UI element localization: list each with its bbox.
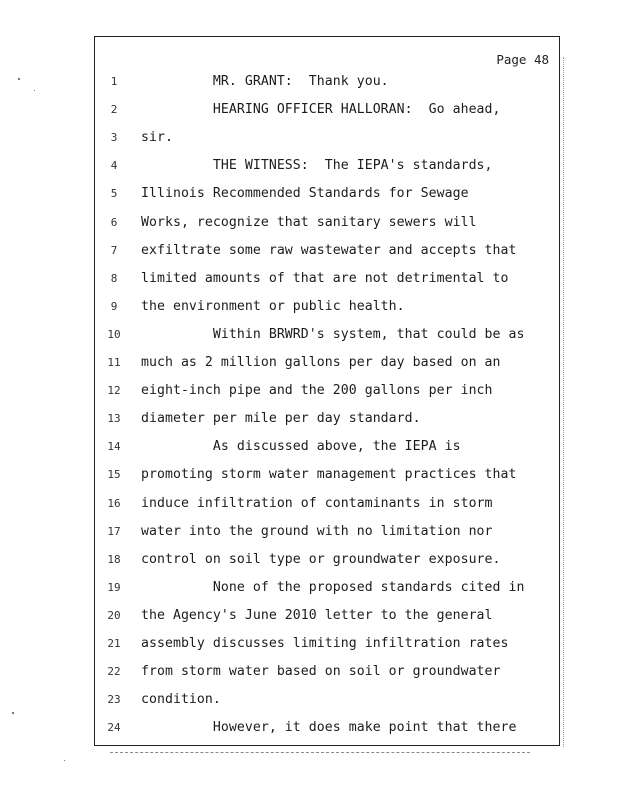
transcript-line: As discussed above, the IEPA is [141,439,461,455]
page-number: Page 48 [496,52,549,67]
line-number: 20 [107,608,121,622]
bottom-scan-rule [110,752,530,753]
transcript-line: However, it does make point that there [141,720,517,736]
line-number: 3 [110,131,118,145]
transcript-line: MR. GRANT: Thank you. [141,74,389,89]
scan-speck [34,90,35,91]
line-number: 9 [110,299,118,313]
transcript-line: Works, recognize that sanitary sewers will [141,214,477,230]
line-number: 23 [107,693,121,707]
transcript-line: HEARING OFFICER HALLORAN: Go ahead, [141,102,501,118]
line-number: 16 [107,496,121,510]
transcript-line: promoting storm water management practices that [141,467,517,483]
line-number: 10 [107,327,121,341]
scan-speck [18,78,20,80]
transcript-line: None of the proposed standards cited in [141,579,525,595]
transcript-line: limited amounts of that are not detrimental to [141,270,509,286]
transcript-line: diameter per mile per day standard. [141,411,421,427]
transcript-line: THE WITNESS: The IEPA's standards, [141,158,493,174]
line-number: 13 [107,412,121,426]
scan-speck [64,760,65,761]
line-number: 1 [110,75,118,88]
transcript-line: assembly discusses limiting infiltration rates [141,636,509,651]
line-number: 21 [107,637,121,650]
scan-speck [12,712,14,714]
transcript-line: eight-inch pipe and the 200 gallons per inch [141,383,493,399]
line-number: 6 [110,215,118,229]
line-number: 22 [107,665,121,679]
line-number: 5 [110,187,118,201]
line-number: 14 [107,440,121,454]
transcript-line: Within BRWRD's system, that could be as [141,326,525,342]
transcript-line: water into the ground with no limitation nor [141,523,493,539]
transcript-line: much as 2 million gallons per day based on an [141,355,501,370]
transcript-line: Illinois Recommended Standards for Sewage [141,186,469,202]
line-number: 19 [107,580,121,594]
transcript-line: from storm water based on soil or groundwater [141,664,501,680]
line-number: 18 [107,552,121,566]
line-number: 17 [107,524,121,538]
line-number: 7 [110,243,118,257]
line-number: 15 [107,468,121,482]
line-number: 2 [110,103,118,117]
transcript-line: the Agency's June 2010 letter to the general [141,607,493,623]
line-number: 8 [110,271,118,285]
line-number: 24 [107,721,121,735]
transcript-line: induce infiltration of contaminants in storm [141,495,493,511]
line-number: 4 [110,159,118,173]
line-number: 11 [107,356,121,369]
transcript-line: exfiltrate some raw wastewater and accepts that [141,242,517,258]
transcript-line: sir. [141,130,173,146]
transcript-line: condition. [141,692,221,708]
transcript-line: the environment or public health. [141,298,405,314]
line-number: 12 [107,384,121,398]
transcript-line: control on soil type or groundwater exposure. [141,551,501,567]
